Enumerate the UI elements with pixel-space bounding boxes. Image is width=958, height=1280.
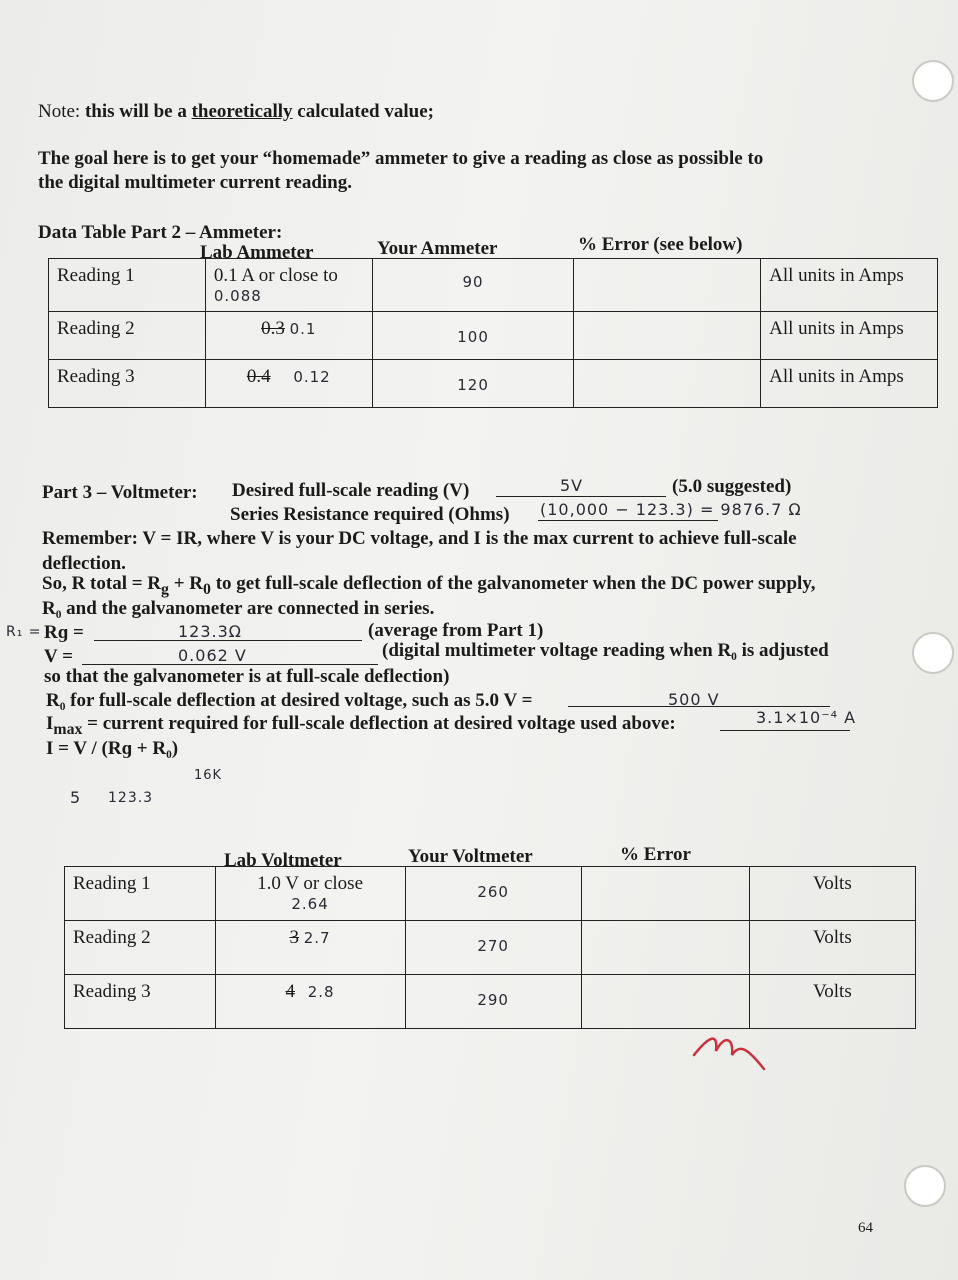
ammeter-header-yours: Your Ammeter (377, 238, 498, 259)
row-label: Reading 3 (65, 975, 216, 1029)
your-voltmeter-cell (405, 867, 581, 921)
desired-suggested: (5.0 suggested) (672, 476, 792, 497)
lab-voltmeter-cell (215, 921, 405, 975)
rg-value: 123.3Ω (178, 622, 243, 641)
lab-ammeter-value: 0.4 (246, 366, 271, 387)
ammeter-header-lab: Lab Ammeter (200, 242, 314, 263)
lab-voltmeter-handwritten: 2.64 (291, 895, 329, 913)
row-label: Reading 2 (49, 312, 206, 360)
imax-sub: max (53, 720, 83, 738)
row-label: Reading 2 (65, 921, 216, 975)
error-cell (574, 360, 761, 408)
rg-margin-note: R₁ = (6, 624, 42, 640)
unit-cell: Volts (749, 867, 915, 921)
error-cell (574, 259, 761, 312)
error-cell (581, 975, 749, 1029)
your-ammeter-value: 100 (457, 328, 489, 346)
lab-ammeter-handwritten: 0.088 (213, 287, 262, 305)
red-grading-mark (690, 1025, 770, 1075)
voltmeter-row (65, 975, 916, 1029)
imax-value: 3.1×10⁻⁴ A (756, 708, 857, 727)
voltmeter-row (65, 867, 916, 921)
v-label: V = (44, 646, 73, 667)
v-value: 0.062 V (178, 646, 247, 665)
so-line-1-mid: + R (168, 573, 204, 594)
so-line-1 (42, 573, 816, 599)
series-label: Series Resistance required (Ohms) (230, 504, 510, 525)
your-voltmeter-cell (405, 921, 581, 975)
note-text: this will be a (84, 101, 187, 122)
imax-underline (720, 730, 850, 731)
voltmeter-header-lab: Lab Voltmeter (224, 850, 342, 871)
formula-note-123: 123.3 (108, 790, 154, 806)
part3-label: Part 3 – Voltmeter: (42, 482, 198, 503)
voltmeter-data-table (64, 866, 916, 1029)
ammeter-row (49, 360, 938, 408)
v-note: (digital multimeter voltage reading when R₀ is adjusted (382, 640, 829, 661)
unit-cell: All units in Amps (761, 360, 938, 408)
ammeter-data-table (48, 258, 938, 408)
series-value: (10,000 − 123.3) = 9876.7 Ω (540, 500, 802, 519)
binder-hole-bottom (904, 1165, 946, 1207)
voltmeter-header-error: % Error (620, 844, 691, 865)
note-underlined: theoretically (191, 101, 293, 122)
rg-note: (average from Part 1) (368, 620, 544, 641)
remember-line-2: deflection. (42, 553, 126, 574)
note-prefix: Note: (38, 101, 81, 122)
your-voltmeter-cell (405, 975, 581, 1029)
imax-i: I (46, 713, 54, 734)
current-formula: I = V / (Rɡ + R₀) (46, 738, 179, 759)
v-note-2: so that the galvanometer is at full-scale deflection) (44, 666, 450, 687)
imax-rest: = current required for full-scale deflection at desired voltage used above: (82, 713, 676, 734)
so-line-1-rest: to get full-scale deflection of the galvanometer when the DC power supply, (210, 573, 816, 594)
unit-cell: Volts (749, 921, 915, 975)
desired-value: 5V (560, 476, 584, 495)
your-ammeter-value: 90 (462, 273, 484, 291)
r0-value: 500 V (668, 690, 720, 709)
formula-note-5: 5 (70, 788, 82, 807)
your-voltmeter-value: 260 (477, 883, 509, 901)
imax-label (46, 713, 676, 739)
r0-label: R₀ for full-scale deflection at desired voltage, such as 5.0 V = (46, 690, 533, 711)
so-line-1-sub-0: 0 (203, 580, 211, 598)
lab-ammeter-value: 0.1 A or close to (213, 265, 338, 286)
lab-ammeter-handwritten: 0.12 (293, 368, 331, 386)
goal-line-2: the digital multimeter current reading. (38, 172, 352, 193)
unit-cell: All units in Amps (761, 312, 938, 360)
note-suffix: calculated value; (297, 101, 434, 122)
series-underline (538, 520, 718, 521)
error-cell (574, 312, 761, 360)
lab-voltmeter-handwritten: 2.8 (307, 983, 335, 1001)
unit-cell: Volts (749, 975, 915, 1029)
ammeter-row (49, 259, 938, 312)
so-line-1-start: So, R total = R (42, 573, 162, 594)
formula-note-16k: 16K (194, 768, 223, 783)
your-ammeter-cell (372, 312, 574, 360)
error-cell (581, 921, 749, 975)
ammeter-table-title: Data Table Part 2 – Ammeter: (38, 222, 283, 243)
row-label: Reading 1 (49, 259, 206, 312)
desired-underline (496, 496, 666, 497)
rg-label: Rɡ = (44, 622, 84, 643)
lab-voltmeter-value: 1.0 V or close (257, 873, 364, 894)
ammeter-header-error: % Error (see below) (578, 234, 743, 255)
lab-ammeter-cell (205, 259, 372, 312)
your-ammeter-cell (372, 360, 574, 408)
lab-ammeter-value: 0.3 (261, 318, 285, 339)
lab-voltmeter-handwritten: 2.7 (303, 929, 331, 947)
your-ammeter-cell (372, 259, 574, 312)
your-voltmeter-value: 290 (477, 991, 509, 1009)
lab-ammeter-handwritten: 0.1 (289, 320, 317, 338)
note-line (38, 101, 434, 123)
binder-hole-top (912, 60, 954, 102)
voltmeter-row (65, 921, 916, 975)
desired-label: Desired full-scale reading (V) (232, 480, 470, 501)
remember-line-1: Remember: V = IR, where V is your DC voltage, and I is the max current to achieve full-scale (42, 528, 797, 549)
binder-hole-middle (912, 632, 954, 674)
voltmeter-header-yours: Your Voltmeter (408, 846, 533, 867)
page-number: 64 (858, 1220, 873, 1236)
so-line-2: R₀ and the galvanometer are connected in series. (42, 598, 435, 619)
lab-voltmeter-value: 3 (289, 927, 299, 948)
goal-line-1: The goal here is to get your “homemade” ammeter to give a reading as close as possible to (38, 148, 764, 169)
lab-voltmeter-cell (215, 867, 405, 921)
lab-ammeter-cell (205, 360, 372, 408)
your-ammeter-value: 120 (457, 376, 489, 394)
lab-ammeter-cell (205, 312, 372, 360)
error-cell (581, 867, 749, 921)
lab-voltmeter-cell (215, 975, 405, 1029)
row-label: Reading 3 (49, 360, 206, 408)
ammeter-row (49, 312, 938, 360)
lab-voltmeter-value: 4 (285, 981, 295, 1002)
row-label: Reading 1 (65, 867, 216, 921)
your-voltmeter-value: 270 (477, 937, 509, 955)
so-line-1-sub-g: g (161, 580, 169, 598)
unit-cell: All units in Amps (761, 259, 938, 312)
